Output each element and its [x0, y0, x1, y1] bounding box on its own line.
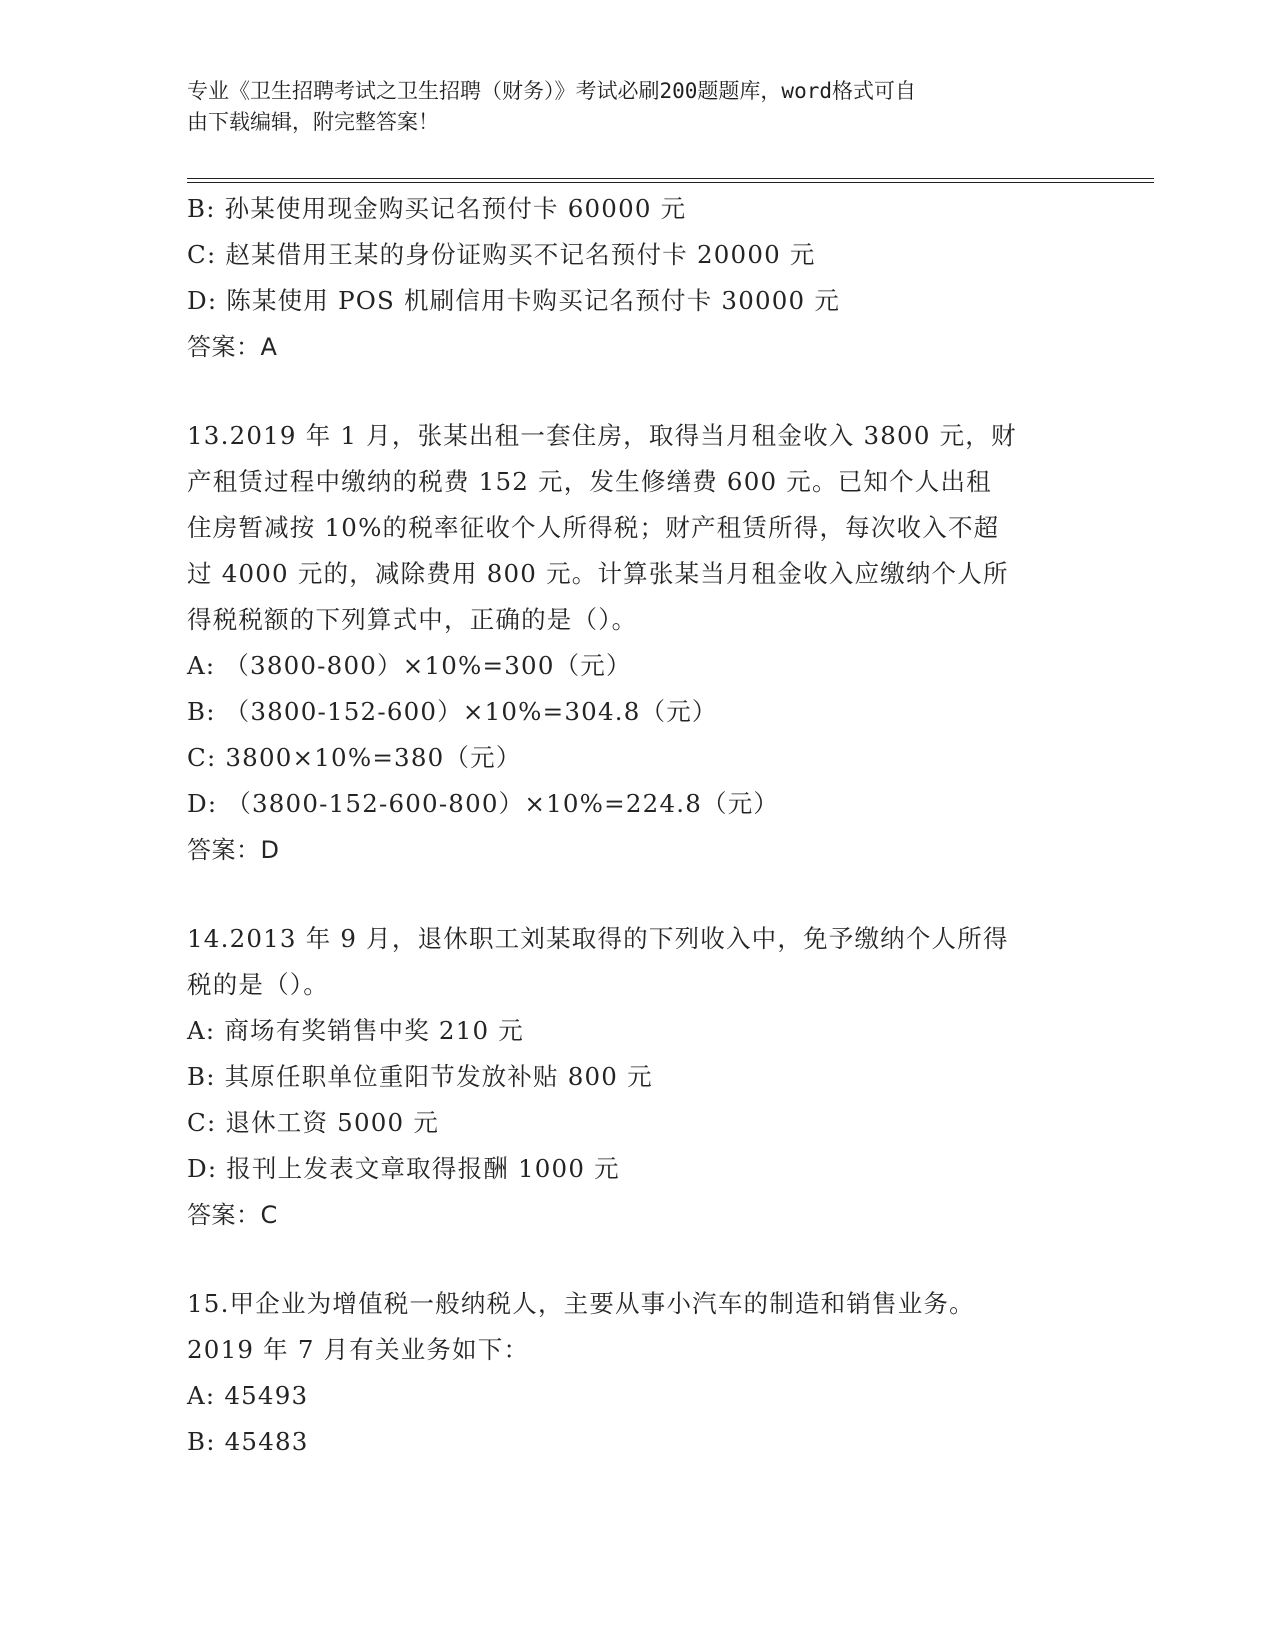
option-d: D: 报刊上发表文章取得报酬 1000 元	[187, 1154, 620, 1183]
question-stem-line: 产租赁过程中缴纳的税费 152 元，发生修缮费 600 元。已知个人出租	[187, 467, 992, 496]
question-stem-line: 税的是（）。	[187, 970, 329, 999]
option-a: A: 45493	[187, 1381, 309, 1410]
option-b: B: （3800-152-600）×10%=304.8（元）	[187, 697, 718, 726]
question-13	[187, 413, 1087, 873]
question-stem-line: 15.甲企业为增值税一般纳税人，主要从事小汽车的制造和销售业务。	[187, 1289, 975, 1318]
answer-line: 答案：D	[187, 836, 280, 864]
header-title-line-1: 专业《卫生招聘考试之卫生招聘（财务）》考试必刷200题题库，word格式可自	[187, 79, 916, 103]
option-c: C: 3800×10%=380（元）	[187, 743, 522, 772]
question-15	[187, 1281, 1087, 1465]
question-stem-line: 13.2019 年 1 月，张某出租一套住房，取得当月租金收入 3800 元，财	[187, 421, 1017, 450]
spacer	[187, 370, 1087, 413]
header-title-line-2: 由下载编辑，附完整答案！	[187, 110, 439, 134]
question-stem-line: 得税税额的下列算式中，正确的是（）。	[187, 605, 638, 634]
spacer	[187, 873, 1087, 916]
option-c: C: 赵某借用王某的身份证购买不记名预付卡 20000 元	[187, 240, 816, 269]
question-14	[187, 916, 1087, 1238]
document-body	[187, 186, 1087, 1465]
question-stem-line: 2019 年 7 月有关业务如下：	[187, 1335, 530, 1364]
option-c: C: 退休工资 5000 元	[187, 1108, 440, 1137]
option-b: B: 孙某使用现金购买记名预付卡 60000 元	[187, 194, 687, 223]
option-a: A: 商场有奖销售中奖 210 元	[187, 1016, 524, 1045]
option-b: B: 其原任职单位重阳节发放补贴 800 元	[187, 1062, 653, 1091]
option-d: D: （3800-152-600-800）×10%=224.8（元）	[187, 789, 780, 818]
answer-line: 答案：A	[187, 333, 278, 361]
option-b: B: 45483	[187, 1427, 309, 1456]
header-divider	[187, 178, 1154, 183]
spacer	[187, 1238, 1087, 1281]
answer-line: 答案：C	[187, 1201, 278, 1229]
question-12-tail	[187, 186, 1087, 370]
document-header	[187, 76, 1087, 138]
question-stem-line: 过 4000 元的，减除费用 800 元。计算张某当月租金收入应缴纳个人所	[187, 559, 1009, 588]
question-stem-line: 住房暂减按 10%的税率征收个人所得税；财产租赁所得，每次收入不超	[187, 513, 1000, 542]
option-a: A: （3800-800）×10%=300（元）	[187, 651, 632, 680]
question-stem-line: 14.2013 年 9 月，退休职工刘某取得的下列收入中，免予缴纳个人所得	[187, 924, 1009, 953]
option-d: D: 陈某使用 POS 机刷信用卡购买记名预付卡 30000 元	[187, 286, 841, 315]
